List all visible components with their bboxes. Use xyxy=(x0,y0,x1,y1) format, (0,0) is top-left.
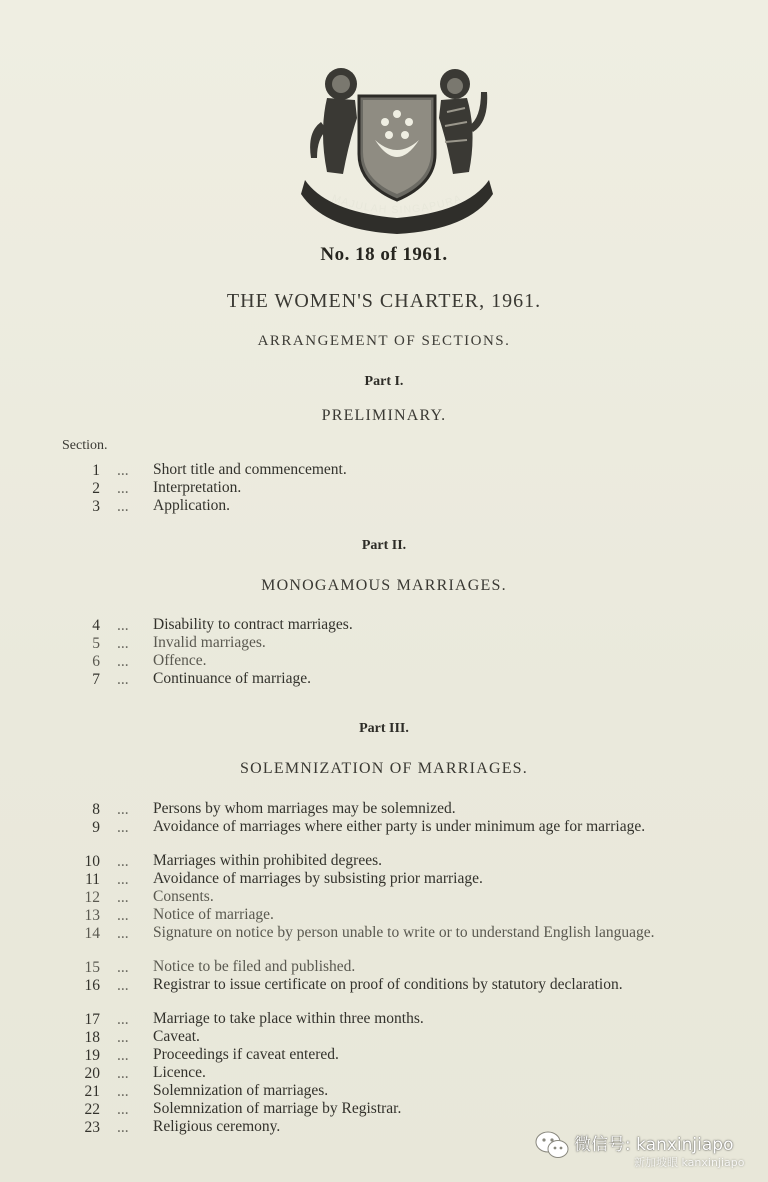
list-item xyxy=(0,617,768,635)
part-1-heading: PRELIMINARY. xyxy=(321,407,447,424)
leader-dots: ... xyxy=(117,1101,129,1118)
list-item xyxy=(0,462,768,480)
section-title: Solemnization of marriage by Registrar. xyxy=(153,1100,402,1117)
leader-dots: ... xyxy=(117,617,129,634)
section-number: 15 xyxy=(84,959,100,976)
list-item xyxy=(0,1011,768,1029)
section-number: 6 xyxy=(92,653,100,670)
singapore-coat-of-arms-icon xyxy=(297,62,497,234)
section-title: Proceedings if caveat entered. xyxy=(153,1046,339,1063)
section-title: Continuance of marriage. xyxy=(153,670,311,687)
section-title: Signature on notice by person unable to write or to understand English language. xyxy=(153,924,655,941)
leader-dots: ... xyxy=(117,480,129,497)
section-title: Consents. xyxy=(153,888,214,905)
list-item xyxy=(0,871,768,889)
section-number: 11 xyxy=(85,871,100,888)
leader-dots: ... xyxy=(117,1011,129,1028)
section-number: 9 xyxy=(92,819,100,836)
list-item xyxy=(0,635,768,653)
leader-dots: ... xyxy=(117,462,129,479)
leader-dots: ... xyxy=(117,653,129,670)
section-number: 4 xyxy=(92,617,100,634)
list-item xyxy=(0,1101,768,1119)
list-item xyxy=(0,977,768,1011)
part-1-section-list xyxy=(0,462,768,516)
section-number: 8 xyxy=(92,801,100,818)
list-item xyxy=(0,1029,768,1047)
list-item xyxy=(0,1065,768,1083)
section-title: Notice to be filed and published. xyxy=(153,958,356,975)
watermark-text: 微信号: kanxinjiapo xyxy=(574,1135,734,1155)
section-number: 17 xyxy=(84,1011,100,1028)
list-item xyxy=(0,498,768,516)
leader-dots: ... xyxy=(117,498,129,515)
section-title: Marriages within prohibited degrees. xyxy=(153,852,382,869)
list-item xyxy=(0,1083,768,1101)
part-2-section-list xyxy=(0,617,768,689)
leader-dots: ... xyxy=(117,801,129,818)
section-number: 3 xyxy=(92,498,100,515)
list-item xyxy=(0,925,768,959)
list-item xyxy=(0,959,768,977)
leader-dots: ... xyxy=(117,1029,129,1046)
section-number: 23 xyxy=(84,1119,100,1136)
leader-dots: ... xyxy=(117,853,129,870)
part-3-heading: SOLEMNIZATION OF MARRIAGES. xyxy=(240,760,528,777)
section-title: Application. xyxy=(153,497,231,514)
law-number: No. 18 of 1961. xyxy=(320,244,448,265)
list-item xyxy=(0,671,768,689)
section-number: 2 xyxy=(92,480,100,497)
section-title: Registrar to issue certificate on proof of conditions by statutory declaration. xyxy=(153,976,623,993)
section-title: Licence. xyxy=(153,1064,206,1081)
list-item xyxy=(0,1047,768,1065)
leader-dots: ... xyxy=(117,977,129,994)
list-item xyxy=(0,819,768,853)
leader-dots: ... xyxy=(117,907,129,924)
watermark-subtext: 新加坡眼 kanxinjiapo xyxy=(634,1156,745,1169)
wechat-watermark xyxy=(534,1128,762,1172)
section-number: 7 xyxy=(92,671,100,688)
leader-dots: ... xyxy=(117,871,129,888)
section-number: 20 xyxy=(84,1065,100,1082)
section-number: 14 xyxy=(84,925,100,942)
section-title: Avoidance of marriages by subsisting prior marriage. xyxy=(153,870,483,887)
leader-dots: ... xyxy=(117,635,129,652)
section-title: Notice of marriage. xyxy=(153,906,274,923)
section-title: Solemnization of marriages. xyxy=(153,1082,329,1099)
leader-dots: ... xyxy=(117,925,129,942)
list-item xyxy=(0,653,768,671)
part-2-heading: MONOGAMOUS MARRIAGES. xyxy=(261,577,507,594)
list-item xyxy=(0,907,768,925)
section-number: 19 xyxy=(84,1047,100,1064)
section-number: 13 xyxy=(84,907,100,924)
part-3-section-list xyxy=(0,801,768,1137)
document-title: THE WOMEN'S CHARTER, 1961. xyxy=(226,290,542,312)
section-title: Disability to contract marriages. xyxy=(153,616,353,633)
list-item xyxy=(0,853,768,871)
leader-dots: ... xyxy=(117,1065,129,1082)
section-title: Marriage to take place within three months. xyxy=(153,1010,424,1027)
crest-motto: MAJULAH SINGAPURA xyxy=(330,192,464,217)
leader-dots: ... xyxy=(117,959,129,976)
list-item xyxy=(0,801,768,819)
leader-dots: ... xyxy=(117,1119,129,1136)
section-title: Interpretation. xyxy=(153,479,242,496)
list-item xyxy=(0,889,768,907)
section-number: 16 xyxy=(84,977,100,994)
part-1-label: Part I. xyxy=(364,374,404,389)
section-title: Persons by whom marriages may be solemnized. xyxy=(153,800,456,817)
section-title: Caveat. xyxy=(153,1028,200,1045)
leader-dots: ... xyxy=(117,819,129,836)
leader-dots: ... xyxy=(117,671,129,688)
section-column-heading: Section. xyxy=(62,438,108,453)
section-number: 22 xyxy=(84,1101,100,1118)
part-3-label: Part III. xyxy=(359,721,409,736)
section-title: Short title and commencement. xyxy=(153,461,347,478)
wechat-icon xyxy=(534,1130,570,1160)
section-number: 5 xyxy=(92,635,100,652)
list-item xyxy=(0,480,768,498)
section-number: 21 xyxy=(84,1083,100,1100)
section-title: Offence. xyxy=(153,652,207,669)
leader-dots: ... xyxy=(117,1047,129,1064)
leader-dots: ... xyxy=(117,889,129,906)
section-number: 12 xyxy=(84,889,100,906)
part-2-label: Part II. xyxy=(361,538,407,553)
section-title: Avoidance of marriages where either party is under minimum age for marriage. xyxy=(153,818,646,835)
section-title: Religious ceremony. xyxy=(153,1118,281,1135)
section-number: 1 xyxy=(92,462,100,479)
arrangement-heading: ARRANGEMENT OF SECTIONS. xyxy=(257,333,511,349)
section-title: Invalid marriages. xyxy=(153,634,266,651)
leader-dots: ... xyxy=(117,1083,129,1100)
section-number: 10 xyxy=(84,853,100,870)
section-number: 18 xyxy=(84,1029,100,1046)
